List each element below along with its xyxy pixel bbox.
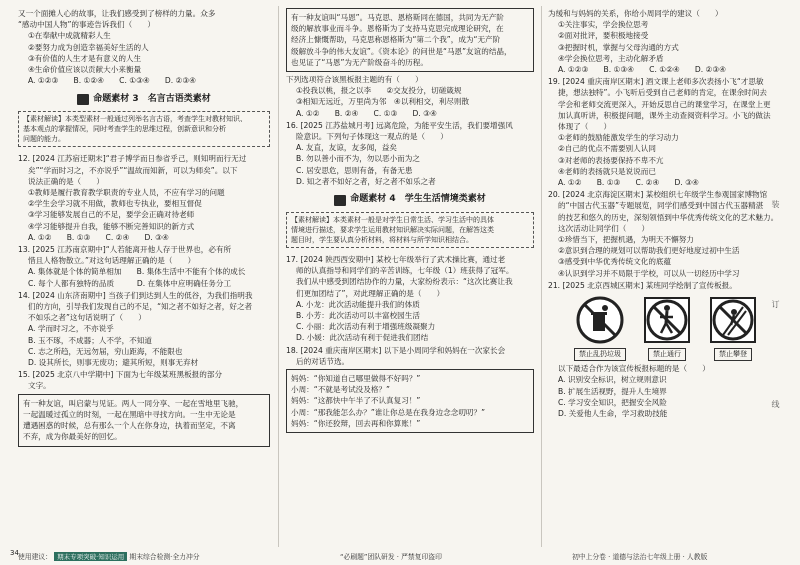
option-line: D. 关爱他人生命，学习救助技能 <box>558 409 668 419</box>
option-line: ③把握时机，掌握与父母沟通的方式 <box>558 42 679 52</box>
option-line: ②面对批评，要积极地接受 <box>558 31 649 41</box>
text-line: 体现了（ ） <box>558 122 612 132</box>
dialogue-line: 妈妈：“这都快中午半了不认真复习！” <box>291 396 421 406</box>
section-heading <box>286 192 534 208</box>
dialogue-line: 妈妈：“你还狡辩，回去再和你算账！” <box>291 418 421 428</box>
text-line: 后的对话节选。 <box>296 356 350 366</box>
no-climbing-icon <box>708 295 758 345</box>
option-line: D. 小媛：此次活动有利于促进我们团结 <box>296 333 429 343</box>
option-line: ②自己的优点不需要别人认同 <box>558 144 656 154</box>
box-line: 也见证了“马恩”为无产阶级奋斗的历程。 <box>291 57 428 67</box>
option-line: A. 友直，友谅，友多闻，益矣 <box>296 143 398 153</box>
page-number: 34 <box>10 549 19 557</box>
explain-line: 情境进行描述，要求学生运用教材知识解决实际问题，在解答这类 <box>291 226 494 235</box>
binding-mark: 装 <box>771 200 780 208</box>
option-line: B. 勿以善小而不为，勿以恶小而为之 <box>296 154 420 164</box>
question-14: 14. [2024 山东济南期中] 当孩子们到达到人生的低谷，为我们指明我 <box>18 290 253 300</box>
option-line: ①投我以桃，报之以李 ②交友投分，切磋箴规 <box>296 86 462 96</box>
option-line: ①在奉献中成就精彩人生 <box>28 31 111 41</box>
option-line: ②要努力成为创造幸福美好生活的人 <box>28 42 149 52</box>
column-left <box>18 8 270 449</box>
option-line: ④认识到学习并不局限于学校，可以从一切经历中学习 <box>558 268 740 278</box>
explain-line: 问题的能力。 <box>23 135 65 144</box>
explain-line: 【素材解读】本类素材一般是对学生日常生活、学习生活中的具体 <box>291 216 494 225</box>
dialogue-line: 小周：“不就是考试没及格？” <box>291 385 390 395</box>
blackboard-text-box <box>286 8 534 72</box>
text-line: 矣”“学而时习之，不亦说乎”“温故而知新，可以为师矣”。以下 <box>28 165 238 175</box>
option-line: ③有价值的人生才是有意义的人生 <box>28 53 142 63</box>
box-line: 有一种友谊，叫启蒙与见证。两人一同分享、一起在雪地里飞驰， <box>23 398 244 408</box>
option-line: C. 每个人都有独特的品质 D. 在集体中应明确任务分工 <box>28 278 232 288</box>
option-line: A. 集体就是个体的简单相加 B. 集体生活中不能有个体的成长 <box>28 267 246 277</box>
text-line: 的技艺和悠久的历史，深刻领悟到中华优秀传统文化的艺术魅力。 <box>558 212 779 222</box>
text-line: 们更加团结了”，对此理解正确的是（ ） <box>296 288 445 298</box>
box-line: 遭遇困惑的时候，总有那么一个人在你身边，执着而坚定，不离 <box>23 421 236 431</box>
question-12: 12. [2024 江苏宿迁期末]“君子博学而日参省乎己，则知明而行无过 <box>18 154 247 164</box>
option-line: ④学习能够提升自我，能够不断完善知识的新方式 <box>28 221 195 231</box>
sign-caption: 禁止攀登 <box>714 348 752 361</box>
answer-choices: A. ①② B. ①③ C. ②④ D. ③④ <box>28 232 169 242</box>
answer-choices: A. ①②③ B. ①③④ C. ①②④ D. ②③④ <box>558 65 726 75</box>
question-15: 15. [2025 北京八中学期中] 下面为七年级某班黑板报的部分 <box>18 370 223 380</box>
footer-usage-label: 使用建议： <box>18 553 52 561</box>
text-line: 下列选项符合该黑板报主题的有（ ） <box>286 75 423 85</box>
box-line: 不弃，成为你最美好的回忆。 <box>23 432 122 442</box>
binding-mark: 订 <box>771 300 780 308</box>
text-line: 加认真听讲，积极提问题，课外主动查阅资料学习。小飞的做法 <box>558 110 771 120</box>
option-line: ③相知无远近，万里尚为邻 ④以利相交，利尽则散 <box>296 97 470 107</box>
option-line: A. 学而时习之，不亦说乎 <box>28 324 114 334</box>
box-line: 有一种友谊叫“马恩”。马克思、恩格斯同在德国，共同为无产阶 <box>291 13 504 22</box>
no-passage-icon <box>642 295 692 345</box>
sign-caption: 禁止通行 <box>648 348 686 361</box>
column-right <box>548 8 784 419</box>
option-line: ④学会换位思考，主动化解矛盾 <box>558 53 664 63</box>
option-line: ②意识到合理的规划可以帮助我们更好地度过初中生活 <box>558 246 740 256</box>
box-line: 经济上慷慨帮助，马克思称恩格斯为“第二个我”，成为“无产阶 <box>291 35 501 45</box>
footer-left <box>18 551 200 561</box>
dialogue-line: 小周：“那我能怎么办？”谁让你总是在我身边念念叨叨？” <box>291 407 486 417</box>
question-19: 19. [2024 重庆南岸区期末] 酒文课上老师多次表扬小飞“才思敏 <box>548 77 764 87</box>
column-divider <box>541 6 542 547</box>
option-line: D. 设其所长，则事无废功；避其所短，则事无弃材 <box>28 358 199 368</box>
section-marker-icon <box>77 94 89 105</box>
text-line: 师的认真指导和同学们的辛苦训练，七年级（1）班获得了冠军。 <box>296 266 514 276</box>
text-line: 们的方向，引导我们发现自己的不足，“知之者不如好之者，好之者 <box>28 302 253 312</box>
question-20: 20. [2024 北京海淀区期末] 某校组织七年级学生参观国家博物馆 <box>548 190 768 200</box>
text-line: 不如乐之者”这句话说明了（ ） <box>28 313 146 323</box>
dialogue-box <box>286 369 534 433</box>
text-line: 说法正确的是（ ） <box>28 176 104 186</box>
box-line: 级解放斗争的伟大友谊”。《资本论》的问世是“马恩”友谊的结晶， <box>291 46 512 56</box>
section-heading <box>18 91 270 107</box>
text-line: 我们从中感受到团结协作的力量，大家纷纷表示：“这次比赛让我 <box>296 277 513 287</box>
answer-choices: A. ①②③ B. ①②④ C. ①③④ D. ②③④ <box>28 76 196 86</box>
box-line: 级的解放事业而斗争。恩格斯为了支持马克思完成理论研究，在 <box>291 24 504 34</box>
sign-no-climbing <box>708 295 758 361</box>
text-line: 险意识。下列句子体现这一观点的是（ ） <box>296 132 448 142</box>
section-heading-text: 命题素材 3 名言古语类素材 <box>93 93 211 104</box>
no-littering-icon <box>575 295 625 345</box>
option-line: A. 识别安全标识，树立规则意识 <box>558 375 667 385</box>
answer-choices: A. ①② B. ②④ C. ①③ D. ③④ <box>296 108 437 118</box>
sign-caption: 禁止乱扔垃圾 <box>574 348 626 361</box>
option-line: ③学习能够发展自己的不足，要学会正确对待老师 <box>28 210 195 220</box>
section-heading-text: 命题素材 4 学生生活情境类素材 <box>350 194 486 205</box>
question-21: 21. [2025 北京西城区期末] 某班同学绘制了宣传板报。 <box>548 280 737 290</box>
question-16: 16. [2025 江苏盐城月考] 远离危险，为能平安生活，我们要增强风 <box>286 120 513 130</box>
option-line: C. 学习安全知识，把握安全风险 <box>558 397 667 407</box>
material-explanation <box>18 111 270 147</box>
text-line: “感动中国人物”的事迹告诉我们（ ） <box>18 20 155 30</box>
text-line: 文字。 <box>28 381 51 391</box>
option-line: ③对老师的表扬要保持不卑不亢 <box>558 155 664 165</box>
sign-no-passage <box>642 295 692 361</box>
text-line: 捷，想法独特”。小飞听后受到自己老师的肯定，在课余时间去 <box>558 88 767 98</box>
explain-line: 基本观点的掌握情况，同时考查学生的思维过程，创新意识和分析 <box>23 125 226 134</box>
option-line: ①老师的鼓励能激发学生的学习动力 <box>558 133 679 143</box>
option-line: B. 扩展生活视野，提升人生境界 <box>558 386 667 396</box>
question-17: 17. [2024 陕西西安期中] 某校七年级举行了武术操比赛，通过老 <box>286 255 506 265</box>
footer-badge: 期末专项突破·知识运用 <box>54 552 127 561</box>
sign-no-littering <box>574 295 626 361</box>
option-line: ③感受到中华优秀传统文化的底蕴 <box>558 257 672 267</box>
text-line: 以下最适合作为该宣传板报标题的是（ ） <box>558 364 710 374</box>
section-marker-icon <box>334 195 346 206</box>
footer-right: 初中上分卷 · 道德与法治七年级上册 · 人教版 <box>572 553 708 561</box>
text-line: 又一个面摊人心的故事，让我们感受到了榜样的力量。众多 <box>18 9 216 18</box>
option-line: C. 志之所趋，无远勿届，穷山距海，不能限也 <box>28 346 183 356</box>
explain-line: 题目时，学生要认真分析材料，将材料与所学知识相结合。 <box>291 236 473 245</box>
option-line: D. 知之者不如好之者，好之者不如乐之者 <box>296 176 436 186</box>
option-line: B. 玉不琢，不成器；人不学，不知道 <box>28 335 152 345</box>
text-line: 学会和老师交流更深入，开始反思自己的课堂学习，在课堂上更 <box>558 99 771 109</box>
question-13: 13. [2025 江苏南京期中]“人若能离开他人存于世界也，必有所 <box>18 245 232 255</box>
option-line: ④生命价值应该以贡献大小来衡量 <box>28 65 142 75</box>
answer-choices: A. ①② B. ①③ C. ②④ D. ③④ <box>558 178 699 188</box>
option-line: C. 居安思危，思则有备，有备无患 <box>296 165 413 175</box>
column-middle <box>286 8 534 435</box>
option-line: A. 小龙：此次活动能提升我们的体质 <box>296 299 420 309</box>
footer-center: “必刷题”团队研发 · 严禁复印盗印 <box>340 553 442 561</box>
binding-mark: 线 <box>771 400 780 408</box>
option-line: ①教师是履行教育教学职责的专业人员，不应有学习的问题 <box>28 188 225 198</box>
explain-line: 【素材解读】本类型素材一般通过列举名言古语，考查学生对教材知识、 <box>23 115 247 124</box>
text-line: 的“中国古代玉器”专题展览，同学们感受到中国古代玉器精湛 <box>558 201 764 211</box>
question-18: 18. [2024 重庆南岸区期末] 以下是小周同学和妈妈在一次家长会 <box>286 345 506 355</box>
option-line: ④老师的表扬就只是说说而已 <box>558 166 656 176</box>
text-line: 惜且人格物散立。”对这句话理解正确的是（ ） <box>28 256 196 266</box>
dialogue-line: 妈妈：“你知道自己哪里做得不好吗？” <box>291 374 421 384</box>
text-line: 这次活动让同学们（ ） <box>558 223 650 233</box>
blackboard-text-box <box>18 394 270 447</box>
option-line: ②学生会学习就不用做，教师也专执业，要相互督促 <box>28 199 202 209</box>
text-line: 为缓和与妈妈的关系，你给小周同学的建议（ ） <box>548 9 723 18</box>
option-line: C. 小丽：此次活动有利于增强班级凝聚力 <box>296 322 436 332</box>
safety-signs <box>566 295 766 361</box>
material-explanation <box>286 212 534 248</box>
option-line: ①关注事实，学会换位思考 <box>558 20 649 30</box>
box-line: 一起温暖过孤立的时刻，一起在黑暗中寻找方向。一生中无论是 <box>23 409 236 419</box>
option-line: B. 小芳：此次活动可以丰富校园生活 <box>296 311 420 321</box>
option-line: ①珍惜当下，把握机遇，为明天不懈努力 <box>558 235 694 245</box>
footer-left-text: 期末综合检测·全力冲分 <box>129 553 200 561</box>
column-divider <box>278 6 279 547</box>
